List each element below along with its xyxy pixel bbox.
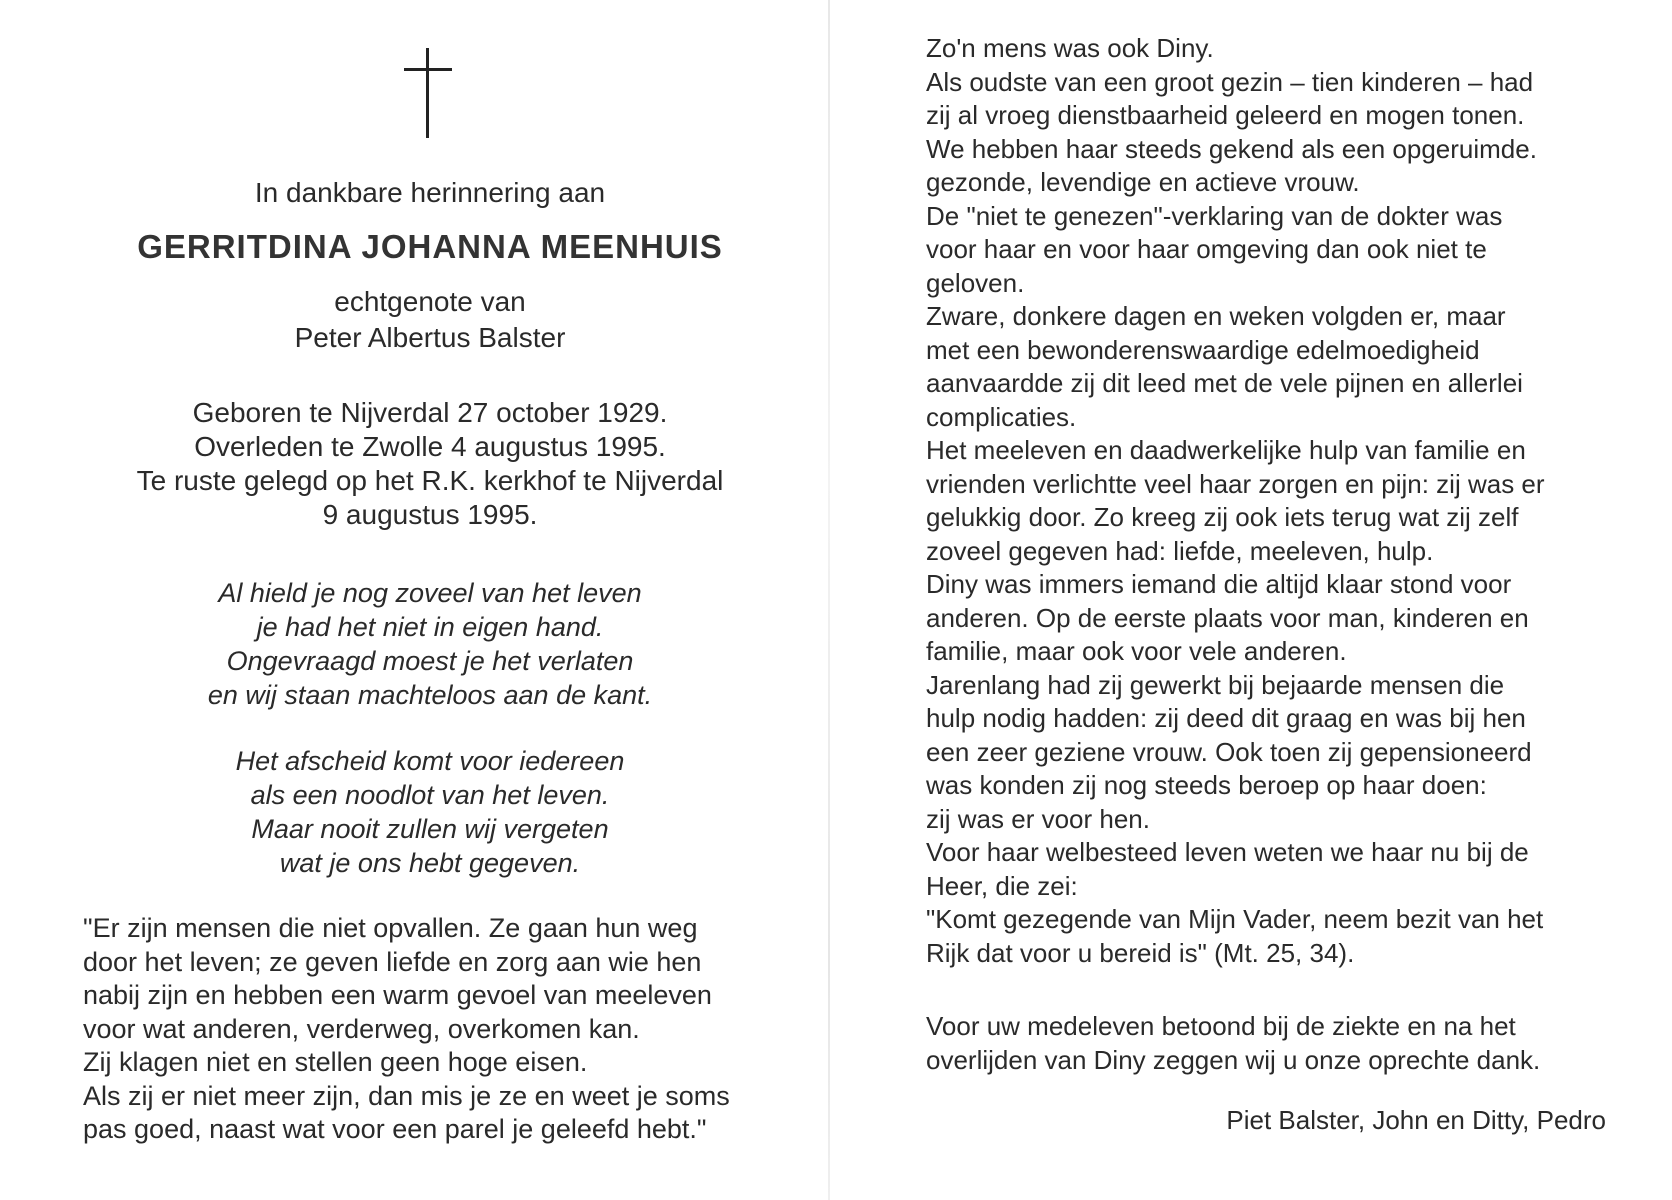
poem-line: Ongevraagd moest je het verlaten: [226, 646, 634, 676]
eulogy-line: voor haar en voor haar omgeving dan ook niet te: [926, 234, 1487, 264]
eulogy-line: gezonde, levendige en actieve vrouw.: [926, 167, 1360, 197]
eulogy-line: anderen. Op de eerste plaats voor man, kinderen en: [926, 602, 1529, 633]
eulogy-line: Als oudste van een groot gezin – tien kinderen – had: [926, 66, 1534, 97]
eulogy-line: We hebben haar steeds gekend als een opgeruimde.: [926, 133, 1537, 164]
quote-line: voor wat anderen, verderweg, overkomen kan.: [83, 1013, 640, 1044]
poem-line: Maar nooit zullen wij vergeten: [251, 814, 609, 844]
eulogy-line: met een bewonderenswaardige edelmoedigheid: [926, 334, 1480, 365]
eulogy-line: complicaties.: [926, 401, 1077, 432]
quote-line: "Er zijn mensen die niet opvallen. Ze gaan hun weg: [83, 913, 698, 943]
eulogy-line: zij was er voor hen.: [926, 803, 1150, 834]
eulogy-text: [926, 32, 1626, 970]
eulogy-line: Voor haar welbesteed leven weten we haar nu bij de: [926, 837, 1529, 867]
eulogy-line: Rijk dat voor u bereid is" (Mt. 25, 34).: [926, 937, 1355, 968]
eulogy-line: Jarenlang had zij gewerkt bij bejaarde mensen die: [926, 669, 1505, 700]
poem-line: je had het niet in eigen hand.: [256, 612, 604, 642]
poem-line: en wij staan machteloos aan de kant.: [207, 680, 653, 710]
eulogy-line: Diny was immers iemand die altijd klaar stond voor: [926, 569, 1512, 599]
poem-stanza-1: [0, 576, 860, 712]
quote-line: pas goed, naast wat voor een parel je geleefd hebt.": [83, 1114, 707, 1144]
eulogy-line: familie, maar ook voor vele anderen.: [926, 636, 1347, 666]
eulogy-line: zij al vroeg dienstbaarheid geleerd en mogen tonen.: [926, 100, 1525, 130]
eulogy-line: hulp nodig hadden: zij deed dit graag en was bij hen: [926, 703, 1526, 733]
eulogy-line: gelukkig door. Zo kreeg zij ook iets terug wat zij zelf: [926, 502, 1519, 532]
eulogy-line: vrienden verlichtte veel haar zorgen en pijn: zij was er: [926, 468, 1545, 499]
eulogy-line: Heer, die zei:: [926, 870, 1078, 901]
deceased-name: GERRITDINA JOHANNA MEENHUIS: [137, 228, 723, 265]
poem-stanza-2: [0, 744, 860, 880]
eulogy-line: De "niet te genezen"-verklaring van de dokter was: [926, 200, 1503, 231]
eulogy-line: was konden zij nog steeds beroep op haar doen:: [926, 770, 1487, 800]
poem-line: Al hield je nog zoveel van het leven: [218, 578, 642, 608]
thanks-text: [926, 1010, 1626, 1077]
cross-icon: [404, 48, 452, 138]
eulogy-line: zoveel gegeven had: liefde, meeleven, hulp.: [926, 535, 1434, 566]
eulogy-line: een zeer geziene vrouw. Ook toen zij gepensioneerd: [926, 736, 1532, 767]
thanks-line: overlijden van Diny zeggen wij u onze oprechte dank.: [926, 1044, 1541, 1075]
spouse-name: Peter Albertus Balster: [294, 322, 566, 353]
eulogy-line: Zware, donkere dagen en weken volgden er, maar: [926, 301, 1506, 331]
quote-line: door het leven; ze geven liefde en zorg aan wie hen: [83, 946, 702, 977]
dates-block: [0, 396, 860, 532]
family-signature: Piet Balster, John en Ditty, Pedro: [1226, 1105, 1606, 1135]
burial-line: Te ruste gelegd op het R.K. kerkhof te Nijverdal: [136, 465, 724, 496]
quote-line: nabij zijn en hebben een warm gevoel van meeleven: [83, 980, 712, 1010]
birth-line: Geboren te Nijverdal 27 october 1929.: [192, 397, 668, 428]
burial-date-line: 9 augustus 1995.: [322, 499, 538, 530]
thanks-line: Voor uw medeleven betoond bij de ziekte en na het: [926, 1011, 1516, 1041]
death-line: Overleden te Zwolle 4 augustus 1995.: [194, 431, 666, 462]
poem-line: als een noodlot van het leven.: [250, 780, 610, 810]
eulogy-line: geloven.: [926, 267, 1025, 298]
eulogy-line: "Komt gezegende van Mijn Vader, neem bezit van het: [926, 904, 1544, 934]
eulogy-line: Zo'n mens was ook Diny.: [926, 33, 1214, 63]
left-panel: [0, 0, 830, 1200]
poem-line: Het afscheid komt voor iedereen: [235, 746, 625, 776]
quote-block: [83, 912, 843, 1147]
spouse-label: echtgenote van: [334, 286, 526, 317]
poem-line: wat je ons hebt gegeven.: [279, 848, 581, 878]
eulogy-line: Het meeleven en daadwerkelijke hulp van familie en: [926, 435, 1526, 465]
eulogy-line: aanvaardde zij dit leed met de vele pijnen en allerlei: [926, 368, 1523, 398]
quote-line: Als zij er niet meer zijn, dan mis je ze en weet je soms: [83, 1080, 730, 1111]
quote-line: Zij klagen niet en stellen geen hoge eisen.: [83, 1047, 588, 1077]
intro-text: In dankbare herinnering aan: [254, 177, 606, 208]
